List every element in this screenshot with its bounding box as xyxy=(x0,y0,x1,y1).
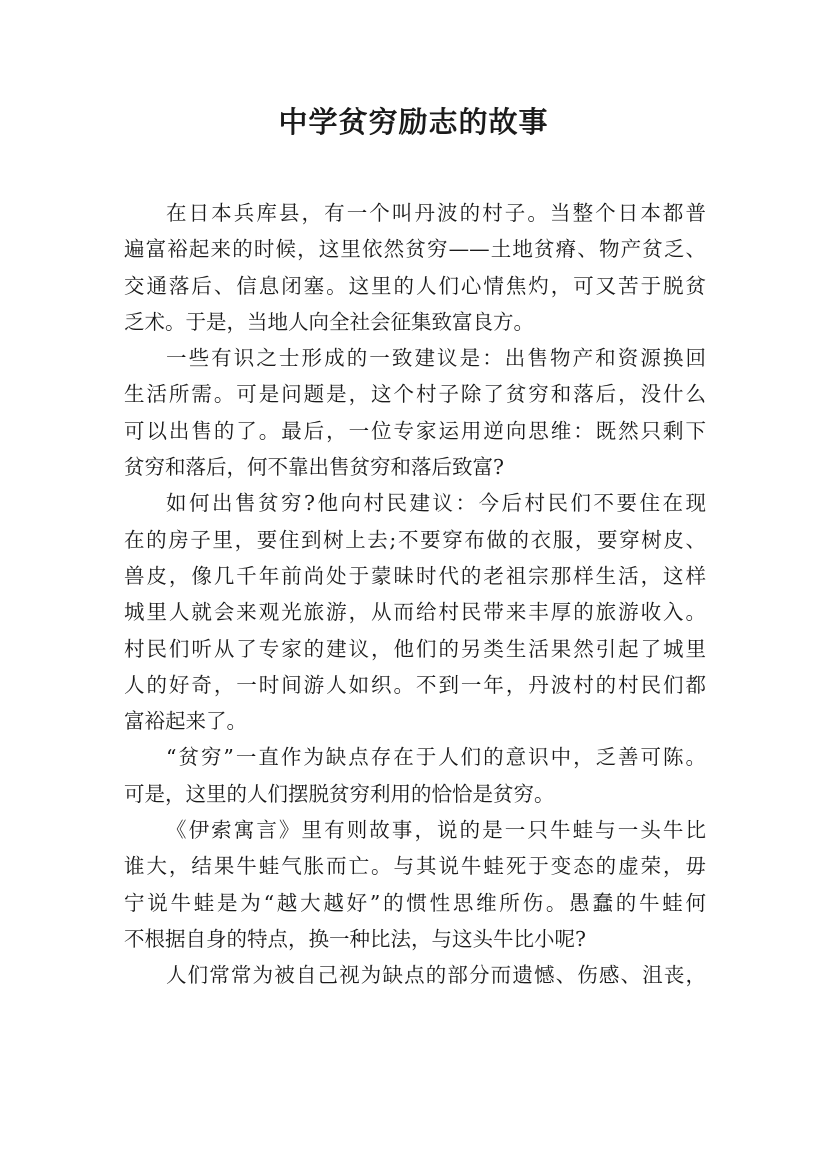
text-line: 不根据自身的特点，换一种比法，与这头牛比小呢? xyxy=(124,926,586,951)
document-body xyxy=(124,195,706,994)
text-line: 可以出售的了。最后，一位专家运用逆向思维：既然只剩下 xyxy=(124,418,706,443)
text-line: 贫穷和落后，何不靠出售贫穷和落后致富? xyxy=(124,455,504,480)
text-line: 可是，这里的人们摆脱贫穷利用的恰恰是贫穷。 xyxy=(124,781,555,806)
text-line: 村民们听从了专家的建议，他们的另类生活果然引起了城里 xyxy=(124,636,706,661)
text-line: 交通落后、信息闭塞。这里的人们心情焦灼，可又苦于脱贫 xyxy=(124,273,706,298)
text-line: 人们常常为被自己视为缺点的部分而遗憾、伤感、沮丧， xyxy=(166,963,706,988)
text-line: 遍富裕起来的时候，这里依然贫穷——土地贫瘠、物产贫乏、 xyxy=(124,237,706,262)
text-line: 谁大，结果牛蛙气胀而亡。与其说牛蛙死于变态的虚荣，毋 xyxy=(124,854,706,879)
text-line: 富裕起来了。 xyxy=(124,709,247,734)
text-line: 生活所需。可是问题是，这个村子除了贫穷和落后，没什么 xyxy=(124,382,706,407)
text-line: 人的好奇，一时间游人如织。不到一年，丹波村的村民们都 xyxy=(124,672,706,697)
text-line: 《伊索寓言》里有则故事，说的是一只牛蛙与一头牛比 xyxy=(166,818,706,843)
text-line: 如何出售贫穷?他向村民建议：今后村民们不要住在现 xyxy=(166,491,706,516)
text-line: 宁说牛蛙是为“越大越好”的惯性思维所伤。愚蠢的牛蛙何 xyxy=(124,890,706,915)
text-line: 乏术。于是，当地人向全社会征集致富良方。 xyxy=(124,309,534,334)
text-line: 一些有识之士形成的一致建议是：出售物产和资源换回 xyxy=(166,346,706,371)
text-line: “贫穷”一直作为缺点存在于人们的意识中，乏善可陈。 xyxy=(166,745,706,770)
document-title: 中学贫穷励志的故事 xyxy=(278,105,549,139)
text-line: 在的房子里，要住到树上去;不要穿布做的衣服，要穿树皮、 xyxy=(124,527,706,552)
text-line: 城里人就会来观光旅游，从而给村民带来丰厚的旅游收入。 xyxy=(124,600,706,625)
text-line: 兽皮，像几千年前尚处于蒙昧时代的老祖宗那样生活，这样 xyxy=(124,563,706,588)
text-line: 在日本兵库县，有一个叫丹波的村子。当整个日本都普 xyxy=(166,201,706,225)
